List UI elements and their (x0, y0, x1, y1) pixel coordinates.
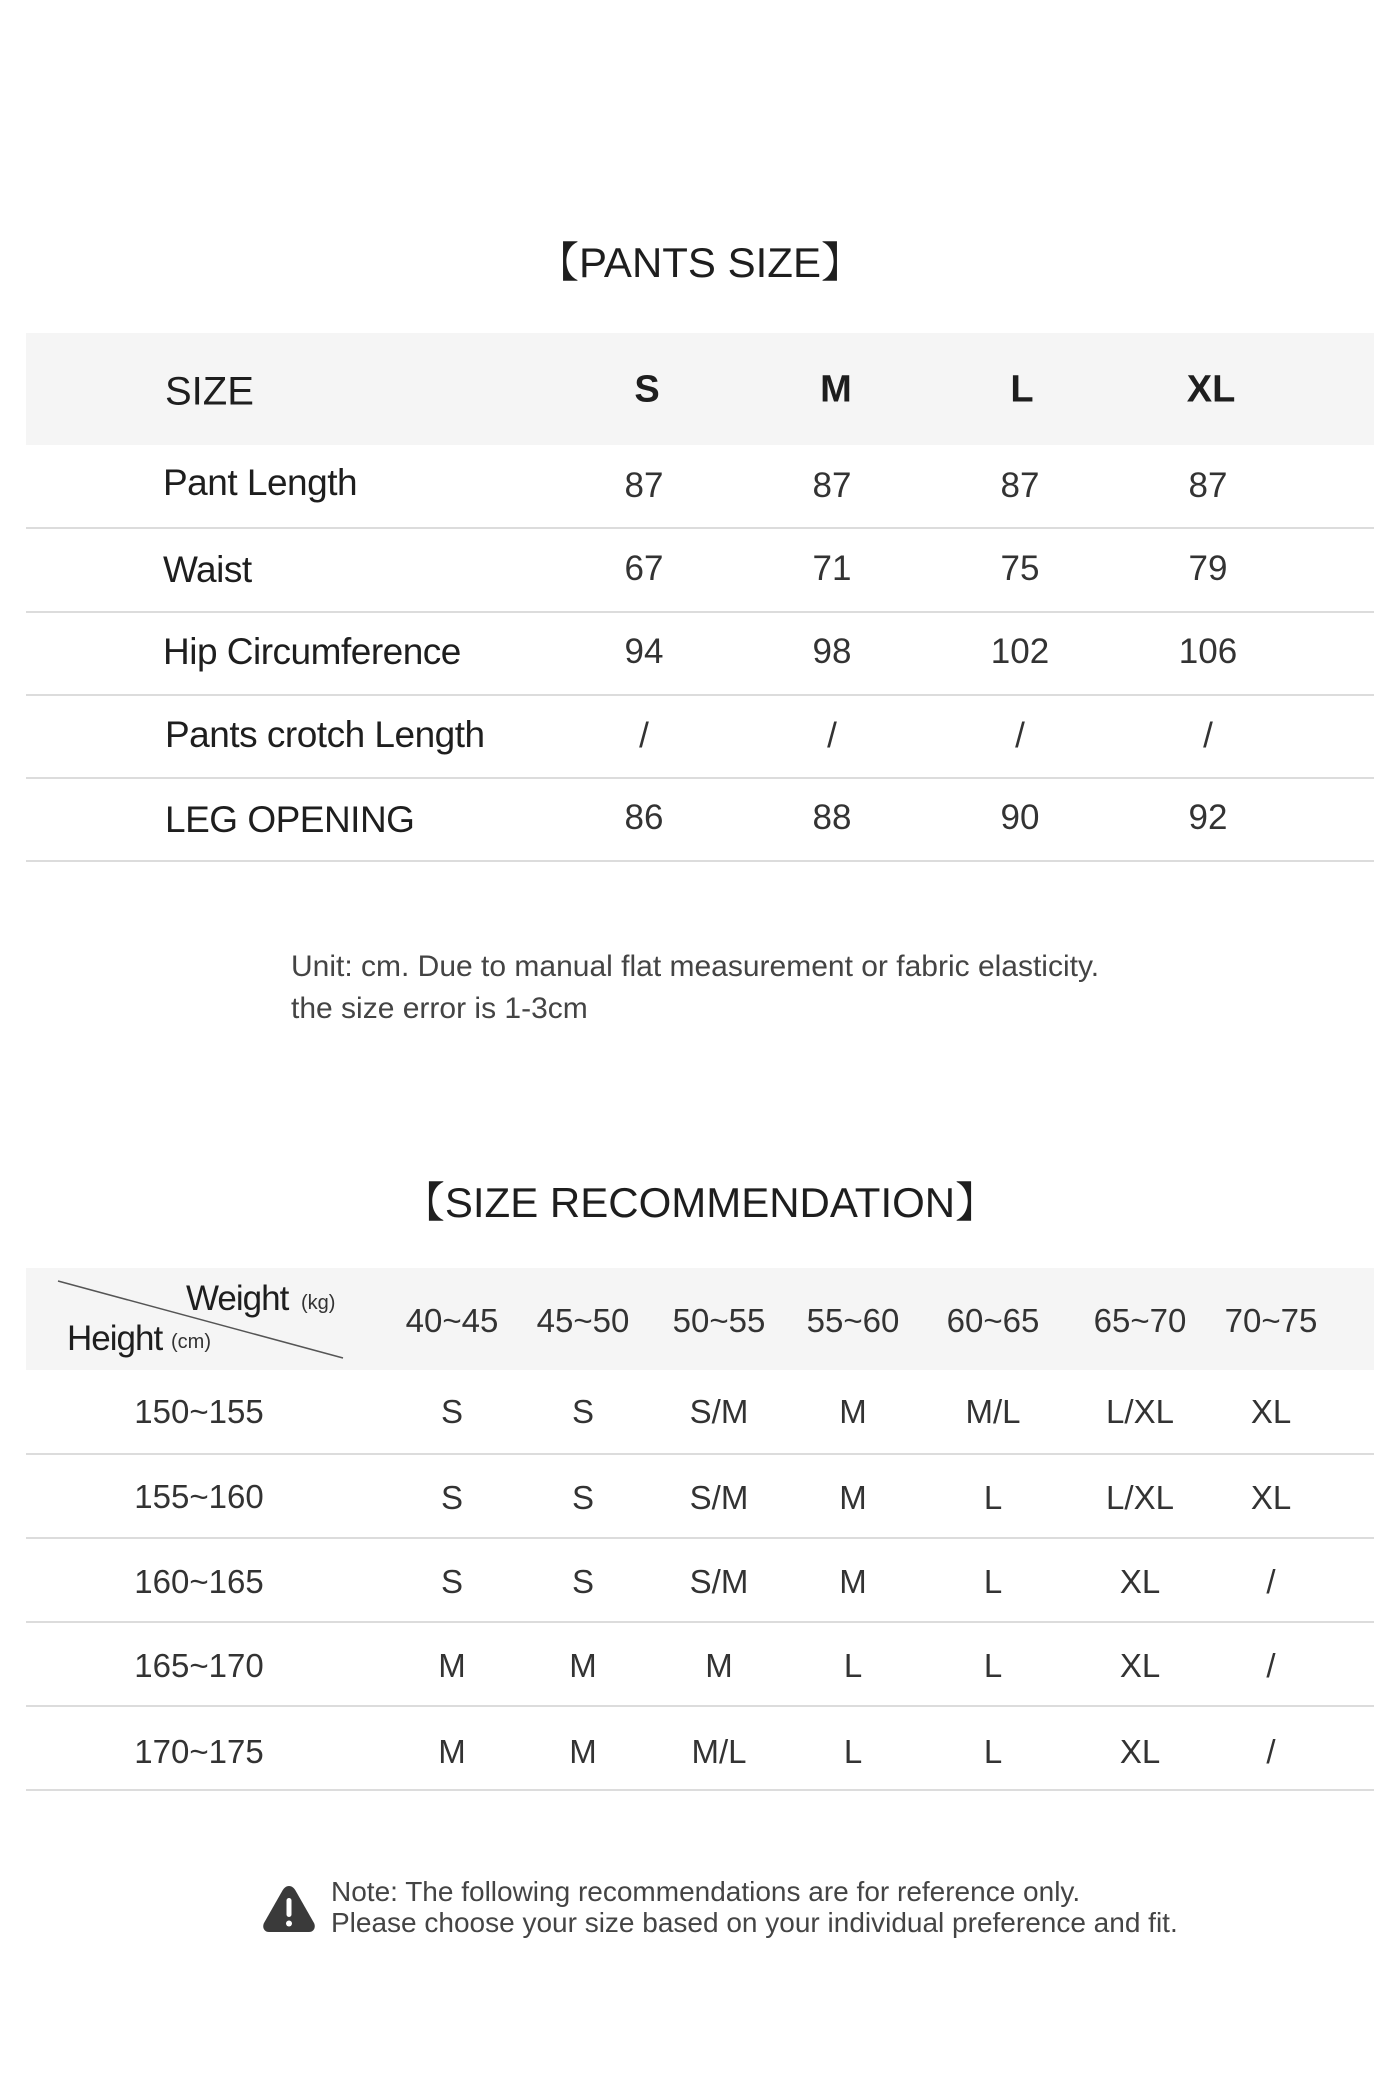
corner-weight-unit: (kg) (301, 1292, 336, 1314)
size-header-l: L (1010, 368, 1034, 411)
table-cell: L (983, 1733, 1003, 1770)
table-cell: / (827, 716, 837, 755)
table-cell: L (983, 1647, 1003, 1684)
weight-header: 65~70 (1093, 1302, 1187, 1339)
weight-header: 45~50 (536, 1302, 630, 1339)
footer-note-text (331, 1876, 1178, 1938)
height-range: 165~170 (134, 1647, 264, 1684)
table-cell: 90 (1000, 798, 1040, 837)
table-cell: M (839, 1479, 867, 1516)
row-label-pant-length: Pant Length (163, 462, 358, 503)
table-cell: XL (1119, 1733, 1161, 1770)
table-cell: 79 (1188, 549, 1228, 588)
weight-header: 40~45 (405, 1302, 499, 1339)
table-cell: M (569, 1733, 597, 1770)
table-cell: M (839, 1393, 867, 1430)
height-range: 160~165 (134, 1563, 264, 1600)
table-cell: S (440, 1563, 464, 1600)
table-cell: M (438, 1733, 466, 1770)
size-header-xl: XL (1186, 368, 1236, 411)
table-cell: 102 (990, 632, 1050, 671)
table-cell: S (571, 1563, 595, 1600)
table-cell: S (571, 1393, 595, 1430)
table-cell: / (1266, 1563, 1276, 1600)
corner-height-unit: (cm) (171, 1331, 211, 1353)
row-label-waist: Waist (163, 549, 252, 590)
footer-note-line2: Please choose your size based on your individual preference and fit. (331, 1907, 1178, 1938)
unit-note-line1: Unit: cm. Due to manual flat measurement or fabric elasticity. (291, 950, 1100, 983)
unit-note (291, 946, 1099, 1030)
height-range: 170~175 (134, 1733, 264, 1770)
table-cell: L (843, 1647, 863, 1684)
table-cell: L (983, 1479, 1003, 1516)
weight-header: 50~55 (672, 1302, 766, 1339)
unit-note-line2: the size error is 1-3cm (291, 992, 588, 1025)
pants-size-title: 【PANTS SIZE】 (537, 239, 863, 286)
row-divider (26, 1789, 1374, 1791)
table-cell: S (440, 1393, 464, 1430)
table-cell: 106 (1178, 632, 1238, 671)
table-cell: 71 (812, 549, 852, 588)
corner-height-label: Height (67, 1319, 163, 1358)
table-cell: XL (1119, 1563, 1161, 1600)
weight-header: 60~65 (946, 1302, 1040, 1339)
table-cell: 87 (624, 466, 664, 505)
table-cell: 87 (1188, 466, 1228, 505)
table-cell: L (983, 1563, 1003, 1600)
row-label-pants-crotch-length: Pants crotch Length (165, 714, 485, 755)
table-cell: L/XL (1106, 1393, 1174, 1430)
table-cell: XL (1250, 1479, 1292, 1516)
table-cell: 98 (812, 632, 852, 671)
row-label-leg-opening: LEG OPENING (165, 799, 415, 840)
size-recommendation-title: 【SIZE RECOMMENDATION】 (402, 1179, 998, 1226)
table-cell: S (571, 1479, 595, 1516)
row-divider (26, 1621, 1374, 1623)
size-column-header: SIZE (165, 369, 254, 414)
corner-weight-label: Weight (186, 1279, 289, 1318)
row-divider (26, 1705, 1374, 1707)
table-cell: XL (1250, 1393, 1292, 1430)
table-cell: 67 (624, 549, 664, 588)
table-cell: M (438, 1647, 466, 1684)
table-cell: / (1015, 716, 1025, 755)
table-cell: / (639, 716, 649, 755)
table-cell: / (1266, 1733, 1276, 1770)
warning-icon (261, 1884, 317, 1934)
row-divider (26, 1453, 1374, 1455)
table-cell: M/L (691, 1733, 747, 1770)
table-cell: L (843, 1733, 863, 1770)
table-cell: 88 (812, 798, 852, 837)
height-range: 155~160 (134, 1478, 264, 1515)
table-cell: M/L (965, 1393, 1021, 1430)
table-cell: M (705, 1647, 733, 1684)
table-cell: 87 (1000, 466, 1040, 505)
table-cell: L/XL (1106, 1479, 1174, 1516)
table-cell: S/M (689, 1393, 749, 1430)
table-cell: M (569, 1647, 597, 1684)
table-cell: M (839, 1563, 867, 1600)
weight-header: 70~75 (1224, 1302, 1318, 1339)
table-cell: 86 (624, 798, 664, 837)
size-header-s: S (634, 368, 660, 411)
size-header-m: M (820, 368, 852, 411)
table-cell: / (1266, 1647, 1276, 1684)
footer-note-line1: Note: The following recommendations are for reference only. (331, 1876, 1081, 1907)
row-label-hip-circumference: Hip Circumference (163, 631, 461, 672)
table-cell: S (440, 1479, 464, 1516)
height-range: 150~155 (134, 1393, 264, 1430)
table-cell: 94 (624, 632, 664, 671)
table-cell: / (1203, 716, 1213, 755)
table-cell: XL (1119, 1647, 1161, 1684)
table-cell: 92 (1188, 798, 1228, 837)
table-cell: S/M (689, 1563, 749, 1600)
corner-diagonal-line (0, 0, 400, 1400)
table-cell: 87 (812, 466, 852, 505)
weight-header: 55~60 (806, 1302, 900, 1339)
table-cell: S/M (689, 1479, 749, 1516)
row-divider (26, 1537, 1374, 1539)
table-cell: 75 (1000, 549, 1040, 588)
